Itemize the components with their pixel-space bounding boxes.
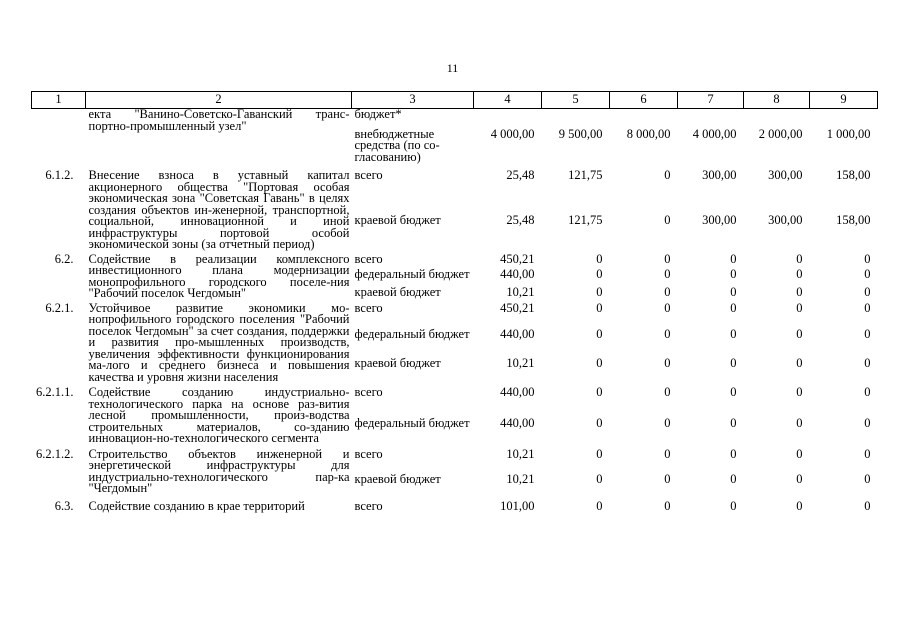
amount-cell: 440,00 bbox=[500, 267, 535, 282]
amount-cell: 0 bbox=[730, 415, 737, 430]
funding-source: всего bbox=[354, 385, 383, 399]
col-header: 8 bbox=[744, 92, 810, 109]
funding-source: всего bbox=[354, 300, 383, 315]
funding-source: федеральный бюджет bbox=[354, 326, 470, 341]
amount-cell: 0 bbox=[664, 212, 671, 227]
funding-source: краевой бюджет bbox=[354, 212, 441, 227]
amount-cell: 0 bbox=[864, 415, 871, 430]
amount-cell: 0 bbox=[596, 251, 603, 266]
amount-cell: 0 bbox=[596, 471, 603, 486]
page-number: 11 bbox=[446, 61, 459, 75]
funding-source: федеральный бюджет bbox=[354, 267, 470, 282]
item-number: 6.2. bbox=[54, 251, 74, 266]
amount-cell: 25,48 bbox=[506, 212, 535, 227]
amount-cell: 0 bbox=[864, 300, 871, 315]
funding-source: всего bbox=[354, 498, 383, 513]
amount-cell bbox=[610, 109, 678, 121]
amount-cell: 0 bbox=[664, 385, 671, 399]
amount-cell: 0 bbox=[596, 415, 603, 430]
amount-cell: 0 bbox=[796, 356, 803, 371]
amount-cell: 0 bbox=[730, 285, 737, 300]
item-number bbox=[32, 109, 86, 164]
amount-cell: 0 bbox=[664, 267, 671, 282]
amount-cell: 0 bbox=[730, 251, 737, 266]
amount-cell: 0 bbox=[796, 415, 803, 430]
amount-cell: 0 bbox=[796, 251, 803, 266]
amount-cell: 0 bbox=[864, 356, 871, 371]
amount-cell: 0 bbox=[730, 326, 737, 341]
item-name: екта "Ванино-Советско-Гаванский транс-портно-промышленный узел" bbox=[88, 107, 350, 133]
table-row bbox=[32, 495, 878, 513]
amount-cell: 0 bbox=[796, 267, 803, 282]
table-row bbox=[32, 383, 878, 414]
col-header: 3 bbox=[352, 92, 474, 109]
amount-cell: 300,00 bbox=[702, 212, 737, 227]
col-header: 4 bbox=[474, 92, 542, 109]
amount-cell: 0 bbox=[596, 498, 603, 513]
funding-source: федеральный бюджет bbox=[354, 415, 470, 430]
table-row bbox=[32, 445, 878, 468]
funding-source: бюджет* bbox=[354, 107, 402, 121]
item-name: Строительство объектов инженерной и энергетической инфраструктуры для индустриально-технологического пар-ка "Чегдомын" bbox=[88, 446, 350, 495]
col-header: 5 bbox=[542, 92, 610, 109]
amount-cell: 0 bbox=[730, 385, 737, 399]
amount-cell: 0 bbox=[796, 300, 803, 315]
amount-cell: 450,21 bbox=[500, 251, 535, 266]
funding-source: краевой бюджет bbox=[354, 356, 441, 371]
col-header: 1 bbox=[32, 92, 86, 109]
amount-cell: 0 bbox=[796, 285, 803, 300]
header-row bbox=[32, 92, 878, 109]
amount-cell: 121,75 bbox=[568, 212, 603, 227]
col-header: 6 bbox=[610, 92, 678, 109]
amount-cell: 8 000,00 bbox=[626, 126, 671, 141]
amount-cell: 0 bbox=[730, 356, 737, 371]
amount-cell: 158,00 bbox=[836, 212, 871, 227]
amount-cell: 0 bbox=[596, 267, 603, 282]
funding-source: внебюджетные средства (по со-гласованию) bbox=[354, 126, 440, 164]
amount-cell bbox=[810, 109, 878, 121]
col-header: 7 bbox=[678, 92, 744, 109]
amount-cell bbox=[474, 109, 542, 121]
amount-cell: 9 500,00 bbox=[558, 126, 603, 141]
funding-source: краевой бюджет bbox=[354, 285, 441, 300]
col-header: 9 bbox=[810, 92, 878, 109]
amount-cell: 0 bbox=[664, 326, 671, 341]
item-number: 6.2.1. bbox=[45, 300, 74, 315]
amount-cell: 0 bbox=[796, 446, 803, 461]
amount-cell: 0 bbox=[796, 498, 803, 513]
funding-source: краевой бюджет bbox=[354, 471, 441, 486]
item-name: Содействие в реализации комплексного инвестиционного плана модернизации монопрофильного городского поселе-ния "Рабочий поселок Чегдомын" bbox=[88, 251, 350, 300]
amount-cell bbox=[744, 109, 810, 121]
amount-cell: 0 bbox=[596, 300, 603, 315]
amount-cell: 158,00 bbox=[836, 168, 871, 182]
item-name: Содействие созданию в крае территорий bbox=[88, 498, 305, 513]
amount-cell: 0 bbox=[730, 446, 737, 461]
item-name: Содействие созданию индустриально-технологического парка на основе раз-вития лесной промышленности, произ-водства строительных материалов, со-зданию инновацион-но-технологического сегмента bbox=[88, 385, 350, 445]
table-row bbox=[32, 163, 878, 211]
amount-cell: 10,21 bbox=[506, 471, 535, 486]
amount-cell: 440,00 bbox=[500, 385, 535, 399]
table-body bbox=[32, 109, 878, 513]
amount-cell: 0 bbox=[864, 385, 871, 399]
item-number: 6.3. bbox=[54, 498, 74, 513]
amount-cell: 0 bbox=[864, 498, 871, 513]
amount-cell: 0 bbox=[664, 471, 671, 486]
amount-cell: 0 bbox=[796, 326, 803, 341]
amount-cell: 0 bbox=[864, 471, 871, 486]
amount-cell: 0 bbox=[864, 267, 871, 282]
amount-cell: 0 bbox=[664, 285, 671, 300]
amount-cell: 440,00 bbox=[500, 415, 535, 430]
amount-cell: 0 bbox=[664, 446, 671, 461]
amount-cell: 10,21 bbox=[506, 446, 535, 461]
amount-cell: 101,00 bbox=[500, 498, 535, 513]
amount-cell: 0 bbox=[730, 300, 737, 315]
amount-cell: 0 bbox=[596, 326, 603, 341]
amount-cell: 0 bbox=[664, 356, 671, 371]
amount-cell: 300,00 bbox=[702, 168, 737, 182]
amount-cell: 0 bbox=[664, 415, 671, 430]
item-number: 6.2.1.1. bbox=[36, 385, 74, 399]
amount-cell: 0 bbox=[864, 251, 871, 266]
amount-cell: 121,75 bbox=[568, 168, 603, 182]
amount-cell bbox=[678, 109, 744, 121]
amount-cell: 0 bbox=[664, 168, 671, 182]
amount-cell: 0 bbox=[730, 471, 737, 486]
item-number: 6.2.1.2. bbox=[36, 446, 74, 461]
funding-source: всего bbox=[354, 251, 383, 266]
amount-cell: 0 bbox=[596, 285, 603, 300]
funding-source: всего bbox=[354, 168, 383, 182]
amount-cell: 450,21 bbox=[500, 300, 535, 315]
amount-cell: 0 bbox=[596, 446, 603, 461]
amount-cell: 0 bbox=[796, 471, 803, 486]
amount-cell: 0 bbox=[796, 385, 803, 399]
amount-cell: 1 000,00 bbox=[826, 126, 871, 141]
amount-cell: 2 000,00 bbox=[758, 126, 803, 141]
budget-table bbox=[31, 91, 878, 512]
item-name: Внесение взноса в уставный капитал акционерного общества "Портовая особая экономическая зона "Советская Гавань" в целях создания объектов ин-женерной, транспортной, социальной, инновационной и иной инфраструктуры портовой особой экономической зоны (за отчетный период) bbox=[88, 168, 350, 251]
amount-cell: 0 bbox=[730, 498, 737, 513]
table-row bbox=[32, 300, 878, 325]
amount-cell: 0 bbox=[664, 300, 671, 315]
amount-cell: 0 bbox=[864, 326, 871, 341]
amount-cell: 0 bbox=[864, 446, 871, 461]
amount-cell bbox=[542, 109, 610, 121]
amount-cell: 300,00 bbox=[768, 168, 803, 182]
amount-cell: 0 bbox=[664, 498, 671, 513]
funding-source: всего bbox=[354, 446, 383, 461]
amount-cell: 0 bbox=[596, 356, 603, 371]
item-number: 6.1.2. bbox=[45, 168, 74, 182]
amount-cell: 440,00 bbox=[500, 326, 535, 341]
amount-cell: 4 000,00 bbox=[490, 126, 535, 141]
amount-cell: 300,00 bbox=[768, 212, 803, 227]
col-header: 2 bbox=[86, 92, 352, 109]
amount-cell: 0 bbox=[864, 285, 871, 300]
amount-cell: 4 000,00 bbox=[692, 126, 737, 141]
amount-cell: 10,21 bbox=[506, 356, 535, 371]
amount-cell: 25,48 bbox=[506, 168, 535, 182]
table-row bbox=[32, 109, 878, 121]
amount-cell: 10,21 bbox=[506, 285, 535, 300]
amount-cell: 0 bbox=[730, 267, 737, 282]
item-name: Устойчивое развитие экономики мо-нопрофильного городского поселения "Рабочий поселок Чегдомын" за счет создания, поддержки и развития про-мышленных производств, увеличения эффективности функционирования ма-лого и среднего бизнеса и повышения качества и уровня жизни населения bbox=[88, 300, 350, 384]
amount-cell: 0 bbox=[596, 385, 603, 399]
amount-cell: 0 bbox=[664, 251, 671, 266]
table-row bbox=[32, 251, 878, 266]
